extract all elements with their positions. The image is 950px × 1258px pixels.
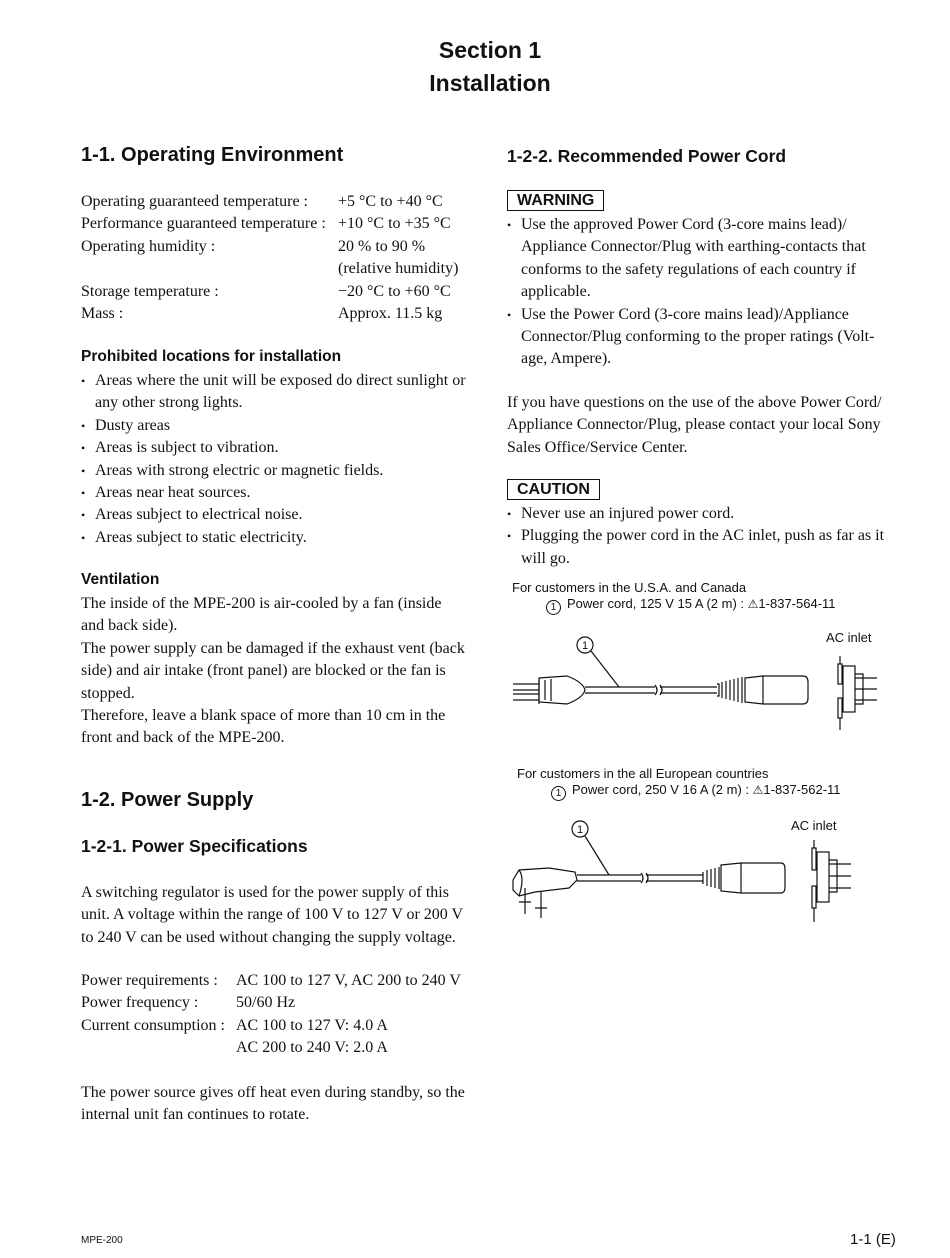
power-specifications-heading: 1-2-1. Power Specifications (81, 836, 308, 856)
spec-value: −20 °C to +60 °C (338, 282, 451, 300)
figure-eu-cord-line (551, 782, 841, 801)
caution-label: CAUTION (507, 479, 600, 500)
list-item: • Areas subject to static electricity. (81, 527, 471, 549)
safety-warning-icon: ⚠ (752, 783, 764, 797)
safety-warning-icon: ⚠ (747, 597, 759, 611)
inlet-flange (838, 698, 842, 718)
strain-relief (717, 677, 742, 703)
spec-value: AC 100 to 127 V, AC 200 to 240 V (236, 972, 461, 989)
spec-row (81, 303, 481, 325)
prohibited-locations-list (81, 370, 471, 549)
list-item: • Dusty areas (81, 415, 471, 437)
list-item: • Plugging the power cord in the AC inlet, push as far as it will go. (507, 525, 902, 570)
warning-list (507, 214, 899, 371)
figure-eu-region: For customers in the all European countries (517, 766, 769, 781)
spec-label: Power requirements : (81, 972, 218, 989)
spec-row (81, 213, 481, 235)
recommended-power-cord-heading: 1-2-2. Recommended Power Cord (507, 146, 787, 166)
section-number: Section 1 (438, 37, 542, 63)
connector-body (721, 863, 785, 893)
questions-text: If you have questions on the use of the above Power Cord/ Appliance Connector/Plug, please contact your local Sony Sales Office/Service Center. (507, 394, 882, 456)
paragraph: The power supply can be damaged if the exhaust vent (back side) and air intake (front panel) are blocked or the fan is stopped. (81, 639, 465, 702)
list-item: • Use the approved Power Cord (3-core mains lead)/ Appliance Connector/Plug with earthing-contacts that conforms to the safety regulations of each country if applicable. (507, 214, 899, 304)
callout-leader (585, 836, 609, 875)
callout-number: 1 (576, 824, 584, 836)
list-item: • Areas near heat sources. (81, 482, 471, 504)
us-power-cord-illustration (505, 634, 895, 740)
inlet-flange (838, 664, 842, 684)
spec-label: Power frequency : (81, 994, 199, 1012)
spec-label: Current consumption : (81, 1016, 225, 1034)
strain-relief (703, 867, 719, 889)
plug-body (513, 868, 577, 896)
spec-label: Operating humidity : (81, 237, 216, 255)
footer-model: MPE-200 (81, 1235, 123, 1246)
callout-marker: 1 (551, 786, 566, 801)
spec-row (81, 281, 481, 303)
part-number: 1-837-564-11 (758, 596, 836, 611)
callout-number: 1 (581, 640, 589, 652)
spec-value: AC 100 to 127 V: 4.0 A (236, 1016, 388, 1034)
callout-leader (591, 651, 619, 687)
spec-row (81, 191, 481, 213)
paragraph: Therefore, leave a blank space of more than 10 cm in the front and back of the MPE-200. (81, 707, 446, 747)
list-item: • Use the Power Cord (3-core mains lead)/Appliance Connector/Plug conforming to the proper ratings (Volt-age, Ampere). (507, 304, 899, 371)
list-item: • Areas subject to electrical noise. (81, 504, 471, 526)
list-item: • Never use an injured power cord. (507, 503, 902, 525)
plug-face (519, 870, 522, 896)
ventilation-heading: Ventilation (81, 571, 160, 588)
spec-value: AC 200 to 240 V: 2.0 A (236, 1039, 388, 1057)
inlet-frame (843, 666, 855, 712)
caution-list (507, 503, 902, 570)
cord-description: Power cord, 125 V 15 A (2 m) : (567, 596, 745, 611)
spec-label: Storage temperature : (81, 282, 219, 300)
inlet-frame (817, 852, 829, 902)
list-item: • Areas where the unit will be exposed do direct sunlight or any other strong lights. (81, 370, 471, 415)
warning-label: WARNING (507, 190, 604, 211)
callout-marker: 1 (546, 600, 561, 615)
eu-power-cord-illustration (505, 818, 865, 928)
spec-row (81, 258, 481, 280)
list-item: • Areas is subject to vibration. (81, 437, 471, 459)
prohibited-locations-heading: Prohibited locations for installation (81, 348, 342, 365)
page-title: Installation (429, 70, 551, 96)
spec-label: Performance guaranteed temperature : (81, 215, 326, 233)
spec-value: +5 °C to +40 °C (338, 193, 443, 210)
connector-body (745, 676, 808, 704)
spec-row (81, 1015, 481, 1037)
power-intro-text: A switching regulator is used for the power supply of this unit. A voltage within the range of 100 V to 127 V or 200 V to 240 V can be used without changing the supply voltage. (81, 884, 463, 946)
operating-environment-heading: 1-1. Operating Environment (81, 144, 344, 166)
ventilation-text (81, 593, 466, 750)
figure-us-region: For customers in the U.S.A. and Canada (512, 580, 747, 595)
plug-body (539, 676, 585, 704)
power-spec-table (81, 970, 481, 1060)
inlet-pin (829, 864, 851, 888)
spec-value: Approx. 11.5 kg (338, 304, 443, 322)
cord-description: Power cord, 250 V 16 A (2 m) : (572, 782, 750, 797)
part-number: 1-837-562-11 (763, 782, 841, 797)
plug-ridge (545, 679, 551, 701)
spec-value: +10 °C to +35 °C (338, 215, 451, 233)
spec-value: 50/60 Hz (236, 994, 296, 1012)
paragraph: The inside of the MPE-200 is air-cooled by a fan (inside and back side). (81, 595, 442, 635)
spec-label: Mass : (81, 304, 124, 322)
environment-spec-table (81, 191, 481, 325)
spec-label: Operating guaranteed temperature : (81, 193, 308, 210)
figure-us-cord-line (546, 596, 836, 615)
spec-value: (relative humidity) (338, 260, 459, 278)
plug-pin (535, 892, 547, 918)
spec-value: 20 % to 90 % (338, 237, 426, 255)
spec-row (81, 970, 481, 992)
inlet-flange (812, 886, 816, 908)
spec-row (81, 992, 481, 1014)
ac-inlet-label: AC inlet (791, 818, 837, 833)
ac-inlet-label: AC inlet (826, 630, 872, 645)
list-item: • Areas with strong electric or magnetic fields. (81, 460, 471, 482)
standby-note: The power source gives off heat even during standby, so the internal unit fan continues to rotate. (81, 1084, 465, 1124)
spec-row (81, 1037, 481, 1059)
inlet-flange (812, 848, 816, 870)
spec-row (81, 236, 481, 258)
power-supply-heading: 1-2. Power Supply (81, 789, 254, 811)
inlet-pin (855, 678, 877, 700)
footer-page-number: 1-1 (E) (850, 1231, 896, 1248)
